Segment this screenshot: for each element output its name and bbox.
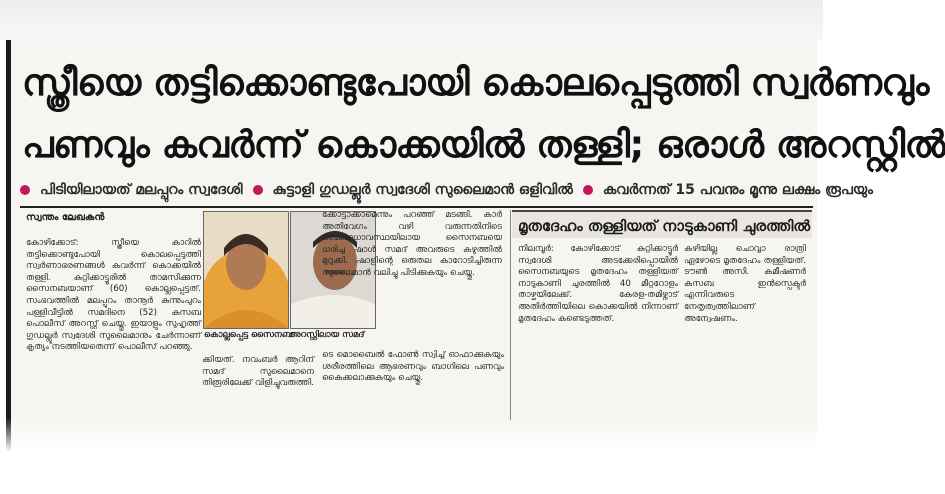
victim-portrait-image [204, 212, 288, 328]
divider-rule [20, 206, 813, 208]
victim-caption: കൊല്ലപ്പെട്ട സൈനബ [204, 330, 292, 340]
headline-line-1: സ്ത്രീയെ തട്ടിക്കൊണ്ടുപോയി കൊലപ്പെടുത്തി സ്വർണവും [22, 61, 929, 104]
article-column-1: കോഴിക്കോട്: സ്ത്രീയെ കാറിൽ തട്ടിക്കൊണ്ടുപോയി കൊലപ്പെടുത്തി സ്വർണാഭരണങ്ങൾ കവർന്ന് കൊക്കയിൽ തള്ളി. കുറ്റിക്കാട്ടൂരിൽ താമസിക്കുന്ന സൈനബയാണ് (60) കൊല്ലപ്പെട്ടത്. സംഭവത്തിൽ മലപ്പുറം താനൂർ കുന്നുംപുറം പള്ളിവീട്ടിൽ സമദിനെ (52) കസബ പൊലീസ് അറസ്റ്റ് ചെയ്തു. ഇയാളും സുഹൃത്ത് ഗുഡല്ലൂർ സ്വദേശി സുലൈമാനും ചേർന്നാണ് കൃത്യം നടത്തിയതെന്ന് പൊലീസ് പറഞ്ഞു. [26, 238, 201, 353]
bottom-fade [0, 418, 823, 494]
headline-line-2: പണവും കവർന്ന് കൊക്കയിൽ തള്ളി; ഒരാൾ അറസ്റ്റിൽ [22, 123, 945, 166]
sidebar-box-heading: മൃതദേഹം തള്ളിയത് നാടുകാണി ചുരത്തിൽ [512, 210, 812, 238]
strap-item-1: പിടിയിലായത് മലപ്പുറം സ്വദേശി [40, 182, 243, 198]
article-column-2-top: ക്കോട്ടാക്കാമെന്നും പറഞ്ഞ് മടങ്ങി. കാർ അതിവേഗം വഴി വരുന്നതിനിടെ അബോധാവസ്ഥയിലായ സൈനബയെ ധരിച്ച ഷാൾ സമദ് അവരുടെ കഴുത്തിൽ മുറുക്കി. ഷാളിന്റെ ഒരുതല കാറോടിച്ചിരുന്ന സുലൈമാൻ വലിച്ചു പിടിക്കുകയും ചെയ്തു. [322, 210, 502, 278]
sidebar-column-2: കഴിയില്ല ചൊവ്വാ രാത്രി ഏഴോടെ മൃതദേഹം തള്ളിയത്. ടൗൺ അസി. കമീഷണർ കസബ ഇൻസ്പെക്ടർ എന്നിവരുടെ നേതൃത്വത്തിലാണ് അന്വേഷണം. [684, 244, 806, 324]
byline: സ്വന്തം ലേഖകൻ [26, 212, 105, 223]
top-margin [0, 0, 823, 40]
bullet-dot-icon [583, 185, 593, 195]
bullet-dot-icon [253, 185, 263, 195]
headline [22, 52, 945, 176]
column-divider [510, 210, 511, 420]
strap-item-2: കുട്ടാളി ഗുഡല്ലൂർ സ്വദേശി സുലൈമാൻ ഒളിവിൽ [272, 182, 573, 198]
accused-caption: അറസ്റ്റിലായ സമദ് [289, 330, 365, 340]
article-column-2-lower-left: ക്കിയത്. നവംബർ ആറിന് സമദ് സുലൈമാനെ തിരൂരിലേക്ക് വിളിച്ചുവരുത്തി. [202, 355, 314, 389]
strap-item-3: കവർന്നത് 15 പവനും മൂന്നു ലക്ഷം രൂപയും [602, 182, 874, 198]
subheadline-strap [20, 177, 874, 203]
article-column-2-lower: ടെ മൊബൈൽ ഫോൺ സ്വിച്ച് ഓഫാക്കുകയും ശരീരത്തിലെ ആഭരണവും ബാഗിലെ പണവും കൈക്കലാക്കുകയും ചെയ്തു. [322, 350, 504, 384]
victim-photo [203, 211, 289, 329]
bullet-dot-icon [20, 185, 30, 195]
sidebar-column-1: നിലമ്പൂർ: കോഴിക്കോട് കുറ്റിക്കാട്ടൂർ സ്വദേശി അടക്കേരിപ്പൊയിൽ സൈനബയുടെ മൃതദേഹം തള്ളിയത് നാടുകാണി ചുരത്തിൽ 40 മീറ്ററോളം താഴ്ചയിലേക്ക്. കേരള-തമിഴ്നാട് അതിർത്തിയിലെ കൊക്കയിൽ നിന്നാണ് മൃതദേഹം കണ്ടെടുത്തത്. [518, 244, 678, 324]
